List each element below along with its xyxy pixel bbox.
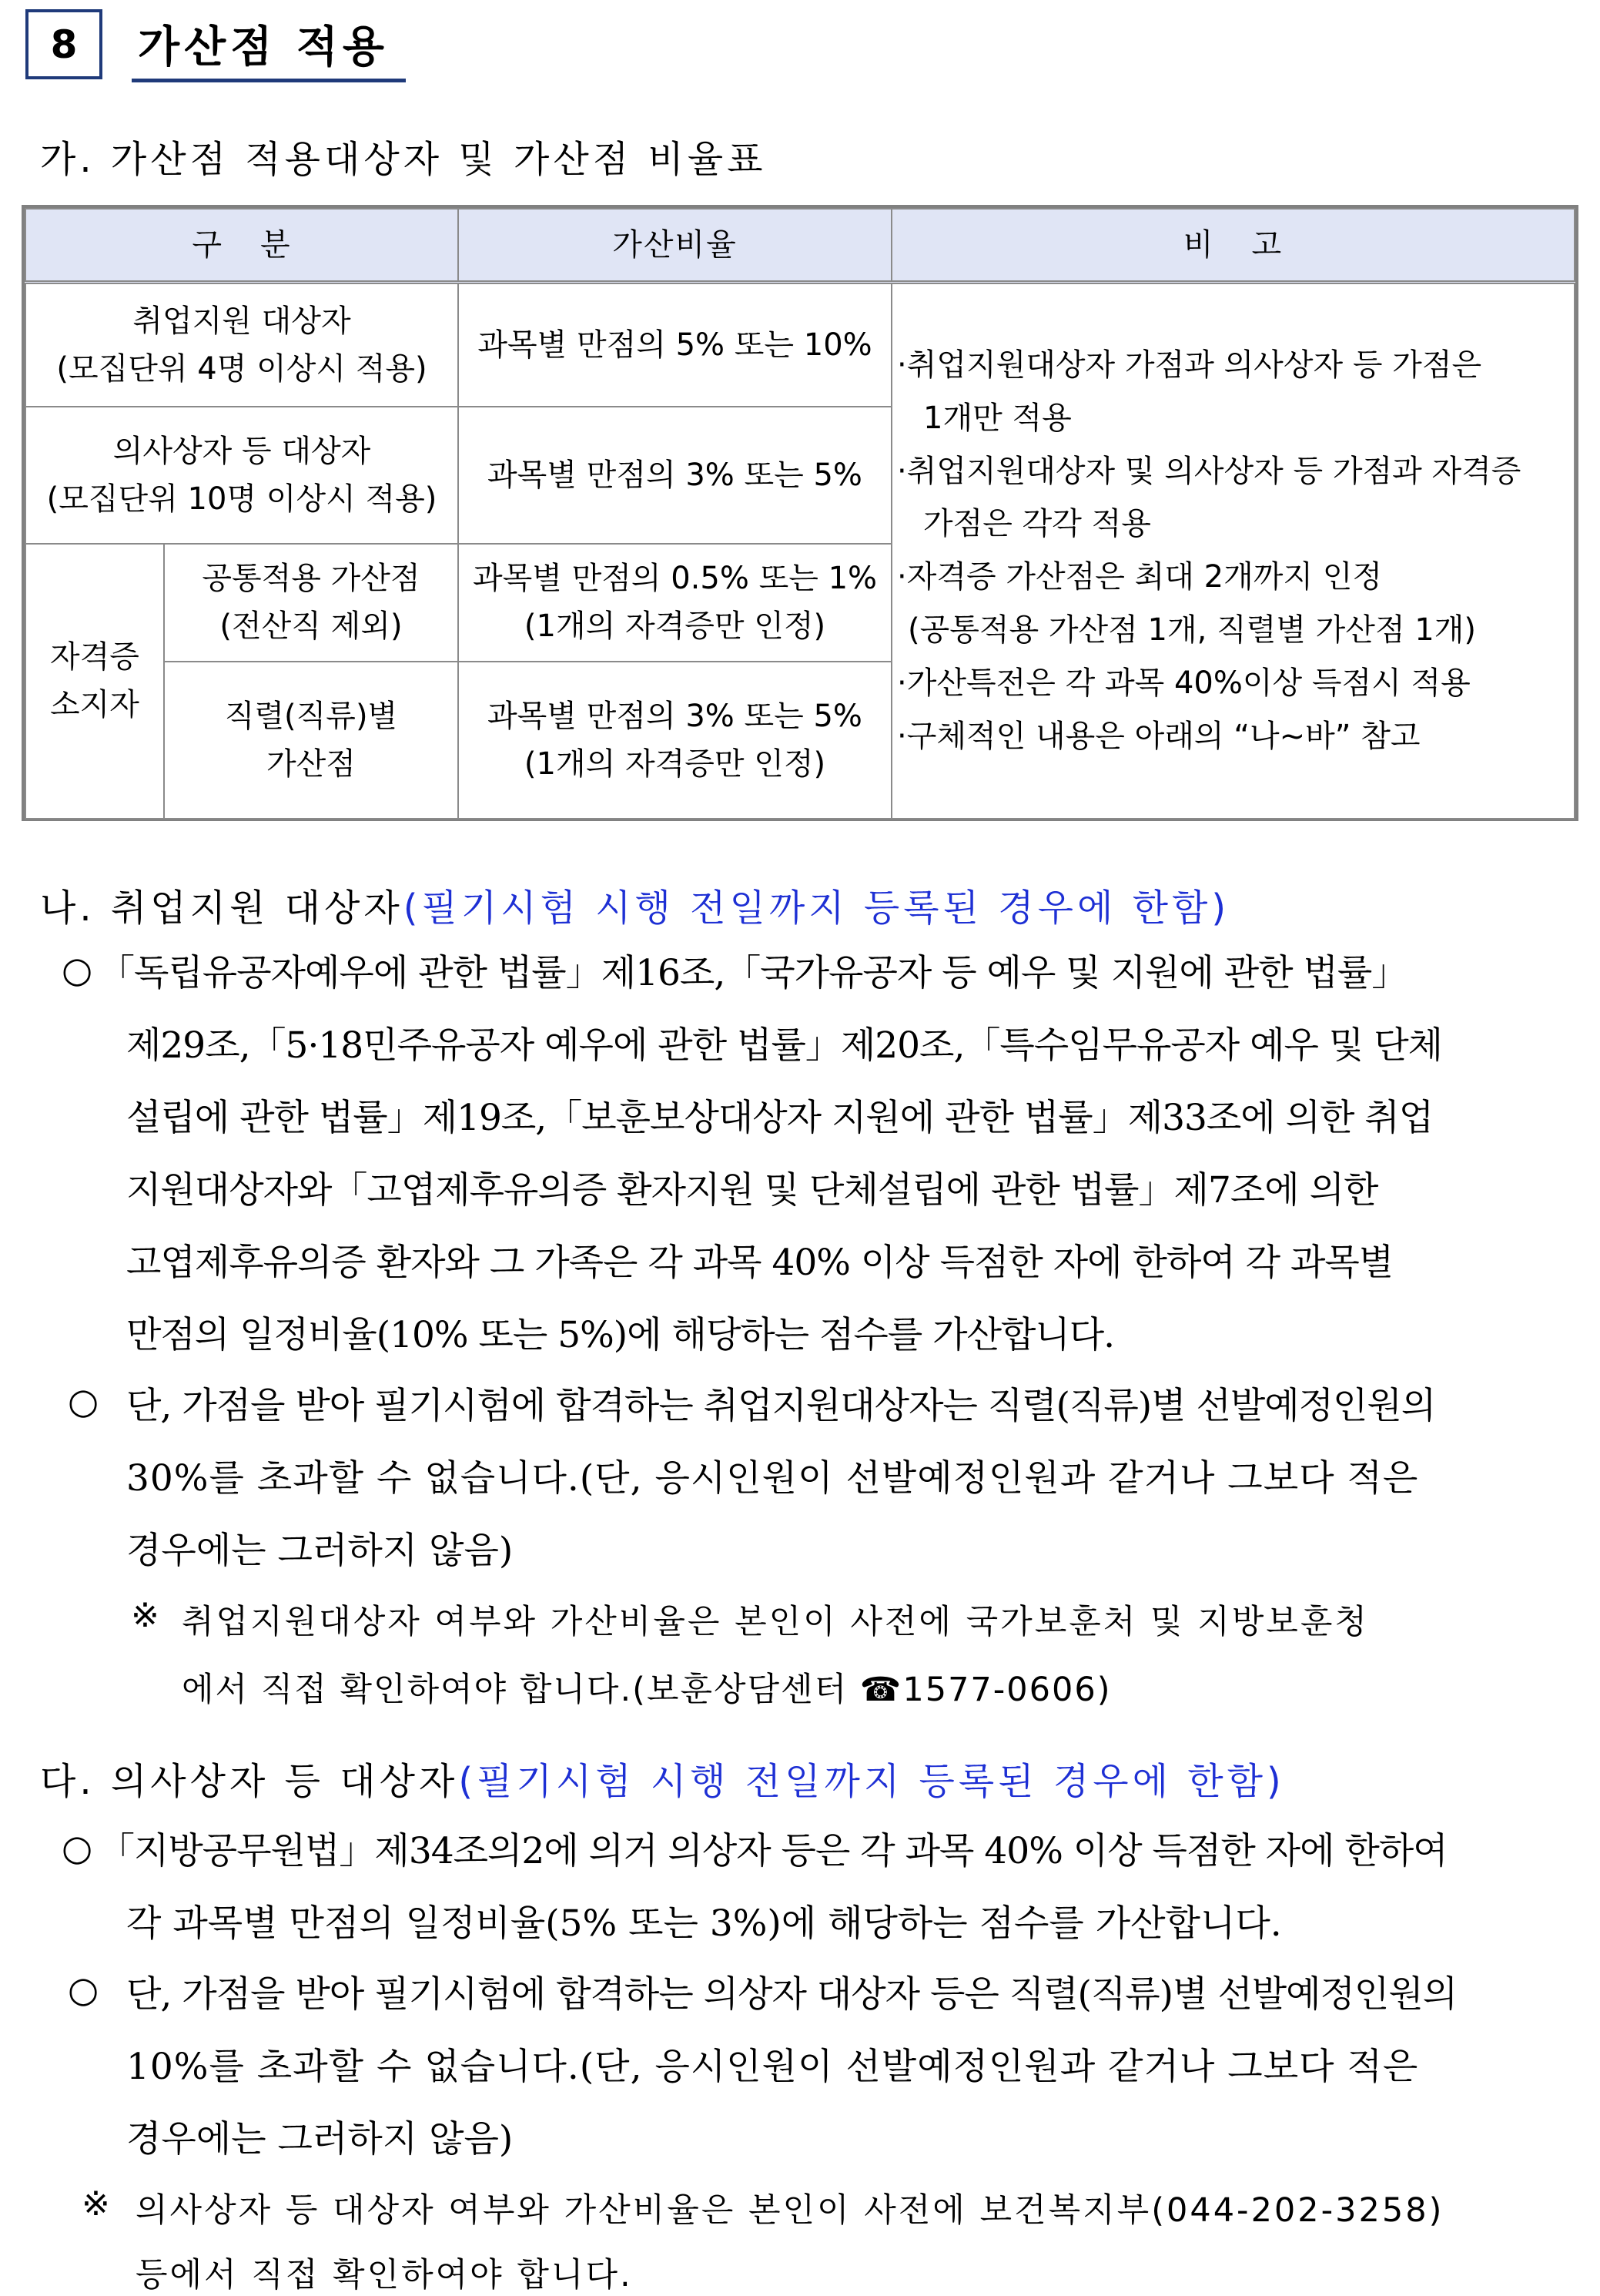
cert-group-line1: 자격증	[50, 639, 139, 675]
section-header	[25, 9, 406, 82]
employment-label-text: 취업지원 대상자	[132, 303, 351, 339]
paragraph-line: 제29조,「5·18민주유공자 예우에 관한 법률」제20조,「특수임무유공자 예우 및 단체	[126, 1024, 1443, 1067]
remark-line: ·자격증 가산점은 최대 2개까지 인정	[897, 559, 1382, 595]
bullet-circle: ○	[62, 949, 93, 990]
employment-sub-text: (모집단위 4명 이상시 적용)	[56, 350, 427, 387]
paragraph-line: 각 과목별 만점의 일정비율(5% 또는 3%)에 해당하는 점수를 가산합니다.	[126, 1902, 1282, 1945]
header-category: 구분	[25, 209, 458, 283]
paragraph-line: 지원대상자와「고엽제후유의증 환자지원 및 단체설립에 관한 법률」제7조에 의한	[126, 1169, 1378, 1212]
remark-line: (공통적용 가산점 1개, 직렬별 가산점 1개)	[908, 612, 1476, 649]
bullet-circle: ○	[68, 1380, 99, 1422]
paragraph-line: 경우에는 그러하지 않음)	[126, 1530, 514, 1572]
cert-common-ratio2: (1개의 자격증만 인정)	[524, 608, 826, 644]
remark-line: 1개만 적용	[923, 400, 1072, 436]
cert-common-ratio	[458, 544, 892, 662]
injured-sub-text: (모집단위 10명 이상시 적용)	[46, 481, 437, 517]
header-ratio: 가산비율	[458, 209, 892, 283]
section-title: 가산점 적용	[132, 9, 406, 82]
row-injured-ratio: 과목별 만점의 3% 또는 5%	[458, 407, 892, 544]
paragraph-line: 고엽제후유의증 환자와 그 가족은 각 과목 40% 이상 득점한 자에 한하여 각 과목별	[126, 1242, 1394, 1284]
cert-series-ratio2: (1개의 자격증만 인정)	[524, 746, 826, 782]
heading-na-title: 나. 취업지원 대상자	[40, 887, 403, 930]
heading-ga: 가. 가산점 적용대상자 및 가산점 비율표	[40, 138, 767, 181]
section-number: 8	[25, 9, 102, 79]
paragraph-line: 30%를 초과할 수 없습니다.(단, 응시인원이 선발예정인원과 같거나 그보다 적은	[126, 1457, 1419, 1500]
heading-na	[40, 878, 1230, 931]
note-line: 의사상자 등 대상자 여부와 가산비율은 본인이 사전에 보건복지부(044-202-3258)	[136, 2191, 1444, 2230]
cert-series-label	[164, 662, 458, 819]
note-mark: ※	[131, 1596, 161, 1635]
note-line: 취업지원대상자 여부와 가산비율은 본인이 사전에 국가보훈처 및 지방보훈청	[182, 1603, 1369, 1641]
paragraph-line: 설립에 관한 법률」제19조,「보훈보상대상자 지원에 관한 법률」제33조에 의한 취업	[126, 1097, 1434, 1139]
cert-series-label2: 가산점	[266, 746, 356, 782]
table-row-employment	[25, 283, 1575, 407]
cert-series-ratio	[458, 662, 892, 819]
remark-line: ·취업지원대상자 및 의사상자 등 가점과 자격증	[897, 453, 1521, 489]
remarks-cell	[892, 283, 1575, 819]
note-line: 에서 직접 확인하여야 합니다.(보훈상담센터 ☎1577-0606)	[182, 1671, 1112, 1709]
remark-line: ·취업지원대상자 가점과 의사상자 등 가점은	[897, 347, 1482, 384]
row-injured-label	[25, 407, 458, 544]
heading-da	[40, 1751, 1285, 1805]
paragraph-line: 10%를 초과할 수 없습니다.(단, 응시인원이 선발예정인원과 같거나 그보다 적은	[126, 2046, 1419, 2088]
remark-line: 가점은 각각 적용	[923, 506, 1151, 542]
row-employment-label	[25, 283, 458, 407]
header-remarks: 비고	[892, 209, 1575, 283]
paragraph-line: 단, 가점을 받아 필기시험에 합격하는 취업지원대상자는 직렬(직류)별 선발예정인원의	[126, 1385, 1436, 1427]
heading-da-title: 다. 의사상자 등 대상자	[40, 1760, 459, 1803]
cert-series-ratio1: 과목별 만점의 3% 또는 5%	[487, 698, 862, 734]
cert-series-label1: 직렬(직류)별	[224, 698, 398, 734]
injured-label-text: 의사상자 등 대상자	[112, 433, 371, 469]
note-line: 등에서 직접 확인하여야 합니다.	[136, 2256, 633, 2294]
paragraph-line: 만점의 일정비율(10% 또는 5%)에 해당하는 점수를 가산합니다.	[126, 1314, 1115, 1356]
bullet-circle: ○	[62, 1827, 93, 1869]
paragraph-line: 「지방공무원법」제34조의2에 의거 의상자 등은 각 과목 40% 이상 득점한 자에 한하여	[99, 1830, 1448, 1872]
paragraph-line: 단, 가점을 받아 필기시험에 합격하는 의상자 대상자 등은 직렬(직류)별 선발예정인원의	[126, 1973, 1458, 2016]
note-mark: ※	[82, 2184, 112, 2224]
row-employment-ratio: 과목별 만점의 5% 또는 10%	[458, 283, 892, 407]
cert-common-ratio1: 과목별 만점의 0.5% 또는 1%	[472, 561, 878, 596]
heading-da-note: (필기시험 시행 전일까지 등록된 경우에 한함)	[458, 1760, 1285, 1803]
cert-common-label2: (전산직 제외)	[219, 608, 403, 644]
heading-na-note: (필기시험 시행 전일까지 등록된 경우에 한함)	[403, 887, 1230, 930]
cert-group-line2: 소지자	[50, 687, 139, 722]
table-header-row	[25, 209, 1575, 283]
cert-common-label1: 공통적용 가산점	[202, 561, 420, 596]
paragraph-line: 경우에는 그러하지 않음)	[126, 2118, 514, 2160]
cert-common-label	[164, 544, 458, 662]
paragraph-line: 「독립유공자예우에 관한 법률」제16조,「국가유공자 등 예우 및 지원에 관한 법률」	[99, 952, 1408, 994]
cert-group-label	[25, 544, 164, 819]
bullet-circle: ○	[68, 1969, 99, 2010]
remark-line: ·구체적인 내용은 아래의 “나~바” 참고	[897, 718, 1421, 754]
bonus-rate-table	[22, 205, 1578, 821]
remark-line: ·가산특전은 각 과목 40%이상 득점시 적용	[897, 665, 1471, 701]
